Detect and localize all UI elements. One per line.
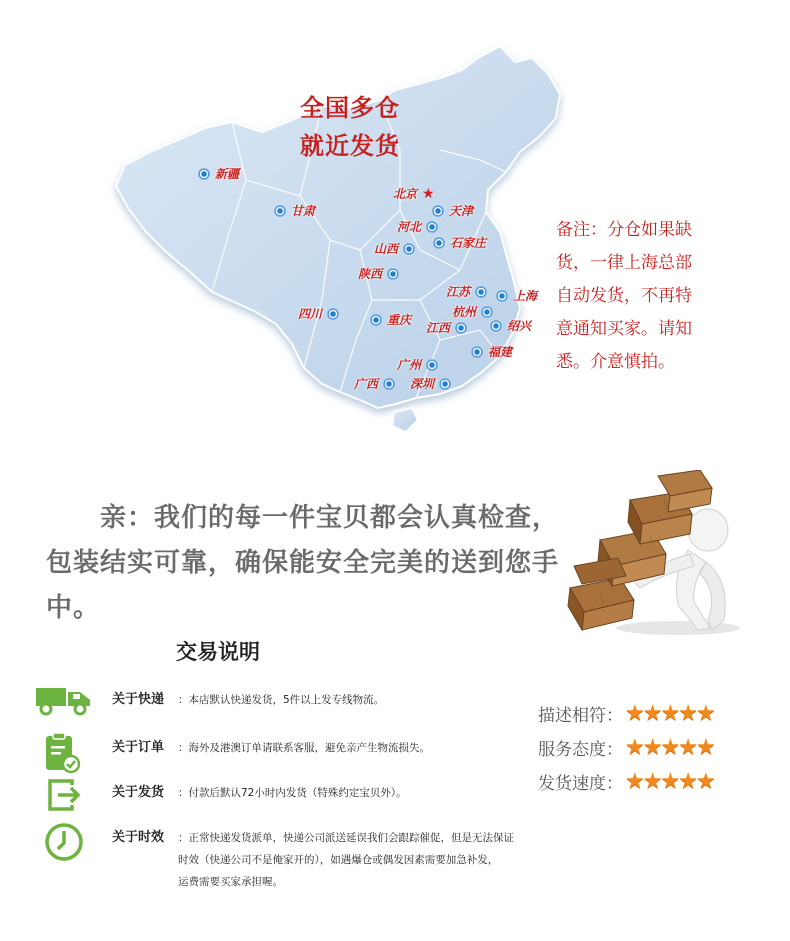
location-pin-icon — [432, 205, 444, 217]
location-pin-icon — [455, 322, 467, 334]
city-label: 新疆 — [215, 167, 240, 181]
city-label: 广州 — [397, 358, 422, 372]
star-icon: ★ — [678, 768, 698, 794]
star-icon: ★ — [642, 700, 663, 726]
location-pin-icon — [198, 168, 210, 180]
star-icon: ★ — [660, 768, 681, 794]
term-description: ：海外及港澳订单请联系客服，避免亲产生物流损失。 — [178, 742, 430, 754]
rating-shipping-speed — [538, 769, 714, 794]
location-pin-icon — [274, 205, 286, 217]
term-label: 关于订单 — [112, 740, 165, 755]
exit-arrow-icon — [46, 777, 82, 813]
location-pin-icon — [433, 237, 445, 249]
headline-multi-warehouse: 全国多仓 — [300, 93, 400, 122]
term-description: ：付款后默认72小时内发货（特殊约定宝贝外）。 — [178, 787, 407, 799]
city-label: 北京 — [393, 187, 418, 201]
star-rating — [625, 734, 716, 760]
clock-icon — [44, 822, 84, 862]
location-pin-icon — [439, 378, 451, 390]
star-icon: ★ — [660, 700, 681, 726]
city-marker-fujian — [471, 343, 512, 360]
city-label: 天津 — [449, 204, 474, 218]
hainan-island — [392, 408, 418, 432]
city-label: 山西 — [374, 242, 399, 256]
city-label: 杭州 — [452, 305, 477, 319]
city-label: 重庆 — [387, 313, 412, 327]
star-icon: ★ — [625, 734, 645, 760]
term-description: ：本店默认快递发货，5件以上发专线物流。 — [178, 694, 385, 706]
star-icon: ★ — [660, 734, 681, 760]
star-icon: ★ — [678, 700, 698, 726]
rating-label: 描述相符： — [538, 706, 623, 726]
location-pin-icon — [426, 221, 438, 233]
city-marker-shaoxing — [490, 317, 531, 334]
city-label: 福建 — [488, 345, 513, 359]
star-rating — [625, 700, 716, 726]
truck-icon — [36, 684, 92, 716]
city-label: 江苏 — [446, 285, 471, 299]
delivery-man-with-boxes-illustration — [560, 470, 760, 640]
stock-note: 备注：分仓如果缺货，一律上海总部自动发货，不再特意通知买家。请知悉。介意慎拍。 — [556, 220, 692, 372]
star-rating — [625, 768, 716, 794]
location-pin-icon — [475, 286, 487, 298]
star-icon: ★ — [678, 734, 698, 760]
city-marker-hebei — [397, 218, 438, 235]
headline-nearby-shipping: 就近发货 — [300, 131, 400, 160]
city-label: 甘肃 — [291, 204, 316, 218]
clipboard-check-icon — [44, 732, 80, 774]
term-description: ：正常快递发货派单，快递公司派送延误我们会跟踪催促，但是无法保证 时效（快递公司不是俺家开的），如遇爆仓或偶发因素需要加急补发， 运费需要买家承担喔。 — [178, 832, 514, 888]
city-marker-gansu — [274, 202, 315, 219]
city-label: 江西 — [426, 321, 451, 335]
rating-service-attitude — [538, 735, 714, 760]
city-label: 深圳 — [410, 377, 435, 391]
city-marker-shenzhen — [410, 375, 451, 392]
city-label: 上海 — [513, 289, 538, 303]
term-label: 关于发货 — [112, 785, 165, 800]
location-pin-icon — [403, 243, 415, 255]
term-label: 关于时效 — [112, 830, 165, 845]
location-pin-icon — [383, 378, 395, 390]
city-label: 河北 — [397, 220, 422, 234]
city-marker-shanghai — [496, 287, 537, 304]
location-pin-icon — [426, 359, 438, 371]
location-pin-icon — [496, 290, 508, 302]
star-icon: ★ — [642, 734, 663, 760]
city-marker-hangzhou — [452, 303, 493, 320]
capital-star-icon: ★ — [422, 185, 435, 202]
city-label: 四川 — [298, 307, 323, 321]
location-pin-icon — [481, 306, 493, 318]
star-icon: ★ — [625, 768, 645, 794]
term-label: 关于快递 — [112, 692, 165, 707]
city-marker-guangxi — [354, 375, 395, 392]
city-marker-beijing — [393, 185, 435, 202]
star-icon: ★ — [695, 734, 716, 760]
city-label: 广西 — [354, 377, 379, 391]
location-pin-icon — [370, 314, 382, 326]
location-pin-icon — [387, 268, 399, 280]
city-marker-jiangxi — [426, 319, 467, 336]
city-marker-xinjiang — [198, 165, 239, 182]
star-icon: ★ — [642, 768, 663, 794]
city-marker-chongqing — [370, 311, 411, 328]
location-pin-icon — [471, 346, 483, 358]
city-marker-sichuan — [298, 305, 339, 322]
star-icon: ★ — [695, 700, 716, 726]
city-marker-jiangsu — [446, 283, 487, 300]
city-label: 石家庄 — [450, 236, 487, 250]
trade-info-title: 交易说明 — [176, 640, 260, 664]
city-label: 陕西 — [358, 267, 383, 281]
city-marker-guangzhou — [397, 356, 438, 373]
rating-label: 服务态度： — [538, 740, 623, 760]
rating-description-match — [538, 701, 714, 726]
star-icon: ★ — [625, 700, 645, 726]
warehouse-map-section — [0, 0, 790, 450]
packaging-promise-text: 亲：我们的每一件宝贝都会认真检查，包装结实可靠，确保能安全完美的送到您手中。 — [46, 503, 560, 623]
star-icon: ★ — [695, 768, 716, 794]
rating-label: 发货速度： — [538, 774, 623, 794]
city-marker-shaanxi — [358, 265, 399, 282]
city-marker-tianjin — [432, 202, 473, 219]
city-marker-shijiazhuang — [433, 234, 486, 251]
city-marker-shanxi — [374, 240, 415, 257]
city-label: 绍兴 — [507, 319, 532, 333]
location-pin-icon — [490, 320, 502, 332]
location-pin-icon — [327, 308, 339, 320]
